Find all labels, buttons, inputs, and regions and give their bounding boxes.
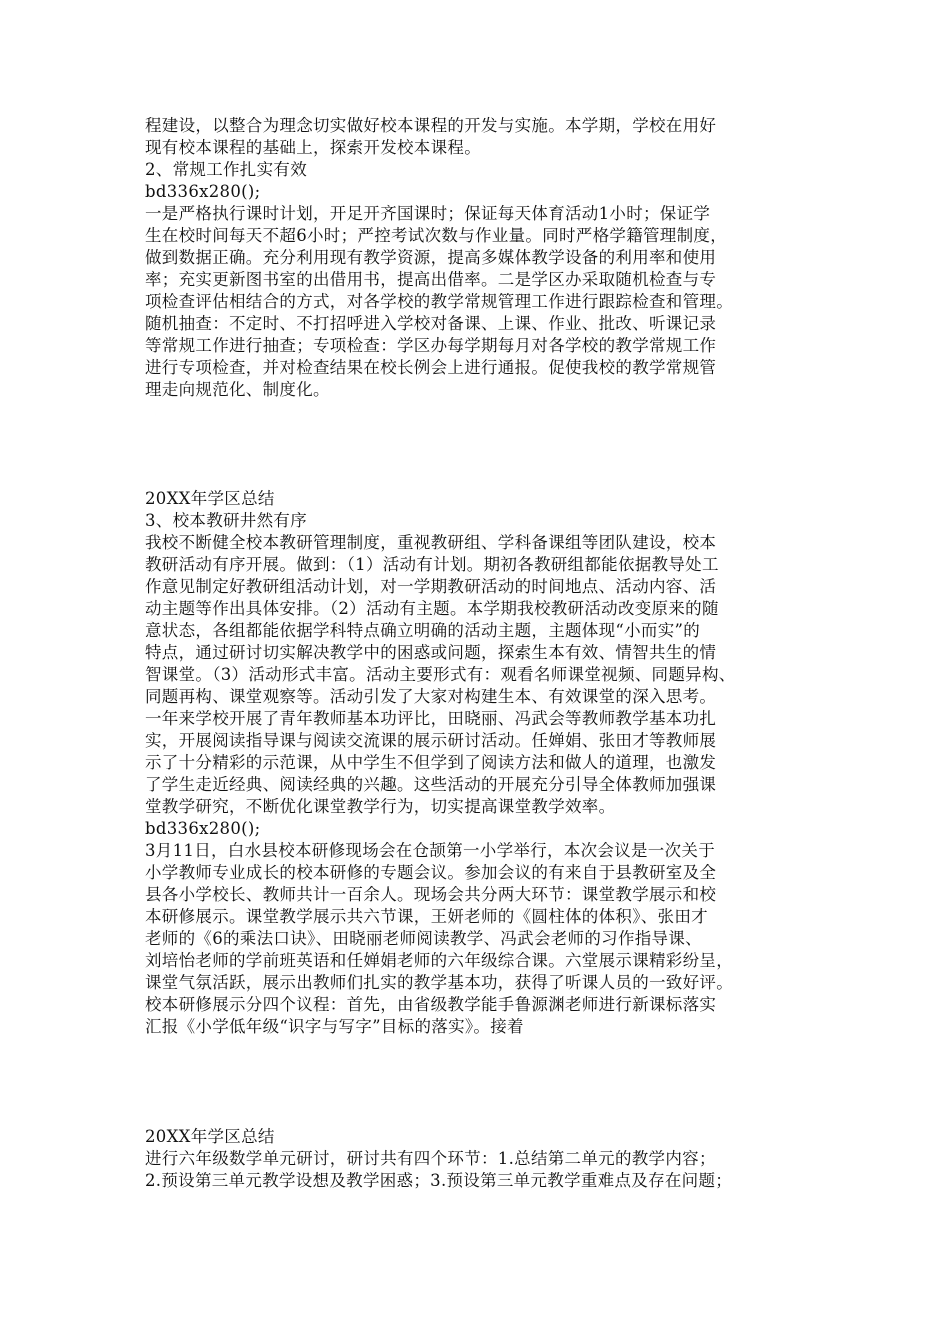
text-line: 程建设，以整合为理念切实做好校本课程的开发与实施。本学期，学校在用好: [145, 116, 717, 135]
text-line: 汇报《小学低年级“识字与写字”目标的落实》。接着: [145, 1017, 524, 1036]
text-line: 项检查评估相结合的方式，对各学校的教学常规管理工作进行跟踪检查和管理。: [145, 292, 733, 311]
text-line: 作意见制定好教研组活动计划，对一学期教研活动的时间地点、活动内容、活: [145, 577, 717, 596]
text-line: 县各小学校长、教师共计一百余人。现场会共分两大环节：课堂教学展示和校: [145, 885, 717, 904]
text-line: 等常规工作进行抽查；专项检查：学区办每学期每月对各学校的教学常规工作: [145, 336, 717, 355]
text-line: 教研活动有序开展。做到：（1）活动有计划。期初各教研组都能依据教导处工: [145, 555, 719, 574]
text-line: 率；充实更新图书室的出借用书，提高出借率。二是学区办采取随机检查与专: [145, 270, 717, 289]
text-line: 了学生走近经典、阅读经典的兴趣。这些活动的开展充分引导全体教师加强课: [145, 775, 717, 794]
text-line: 进行六年级数学单元研讨，研讨共有四个环节：1.总结第二单元的教学内容；: [145, 1149, 716, 1168]
text-line: 智课堂。（3）活动形式丰富。活动主要形式有：观看名师课堂视频、同题异构、: [145, 665, 736, 684]
text-line: 老师的《6的乘法口诀》、田晓丽老师阅读教学、冯武会老师的习作指导课、: [145, 929, 702, 948]
text-line: 一年来学校开展了青年教师基本功评比，田晓丽、冯武会等教师教学基本功扎: [145, 709, 717, 728]
text-line: 小学教师专业成长的校本研修的专题会议。参加会议的有来自于县教研室及全: [145, 863, 717, 882]
text-line: 进行专项检查，并对检查结果在校长例会上进行通报。促使我校的教学常规管: [145, 358, 717, 377]
text-line: 理走向规范化、制度化。: [145, 380, 330, 399]
text-line: 本研修展示。课堂教学展示共六节课，王妍老师的《圆柱体的体积》、张田才: [145, 907, 708, 926]
text-line: 实，开展阅读指导课与阅读交流课的展示研讨活动。任婵娟、张田才等教师展: [145, 731, 717, 750]
text-line: 做到数据正确。充分利用现有教学资源，提高多媒体教学设备的利用率和使用: [145, 248, 717, 267]
text-line: 我校不断健全校本教研管理制度，重视教研组、学科备课组等团队建设，校本: [145, 533, 717, 552]
text-line: 校本研修展示分四个议程：首先，由省级教学能手鲁源渊老师进行新课标落实: [145, 995, 717, 1014]
text-line: 3月11日，白水县校本研修现场会在仓颉第一小学举行，本次会议是一次关于: [145, 841, 715, 860]
page-header-title: 20XX年学区总结: [145, 489, 275, 508]
text-line: 示了十分精彩的示范课，从中学生不但学到了阅读方法和做人的道理，也激发: [145, 753, 717, 772]
text-line: 2.预设第三单元教学设想及教学困惑；3.预设第三单元教学重难点及存在问题；: [145, 1171, 733, 1190]
text-line: 刘培怡老师的学前班英语和任婵娟老师的六年级综合课。六堂展示课精彩纷呈，: [145, 951, 733, 970]
text-line: 特点，通过研讨切实解决教学中的困惑或问题，探索生本有效、情智共生的情: [145, 643, 717, 662]
section-heading: 2、常规工作扎实有效: [145, 160, 307, 179]
text-line: 堂教学研究，不断优化课堂教学行为，切实提高课堂教学效率。: [145, 797, 616, 816]
text-line: 生在校时间每天不超6小时；严控考试次数与作业量。同时严格学籍管理制度，: [145, 226, 727, 245]
page-header-title: 20XX年学区总结: [145, 1127, 275, 1146]
text-line: 意状态，各组都能依据学科特点确立明确的活动主题，主题体现“小而实”的: [145, 621, 701, 640]
text-line: 动主题等作出具体安排。（2）活动有主题。本学期我校教研活动改变原来的随: [145, 599, 719, 618]
text-line: 现有校本课程的基础上，探索开发校本课程。: [145, 138, 481, 157]
text-line: 同题再构、课堂观察等。活动引发了大家对构建生本、有效课堂的深入思考。: [145, 687, 717, 706]
text-line: 随机抽查：不定时、不打招呼进入学校对备课、上课、作业、批改、听课记录: [145, 314, 717, 333]
text-line: 一是严格执行课时计划，开足开齐国课时；保证每天体育活动1小时；保证学: [145, 204, 711, 223]
section-heading: 3、校本教研井然有序: [145, 511, 307, 530]
ad-placeholder-text: bd336x280();: [145, 819, 261, 838]
text-line: 课堂气氛活跃，展示出教师们扎实的教学基本功，获得了听课人员的一致好评。: [145, 973, 733, 992]
ad-placeholder-text: bd336x280();: [145, 182, 261, 201]
